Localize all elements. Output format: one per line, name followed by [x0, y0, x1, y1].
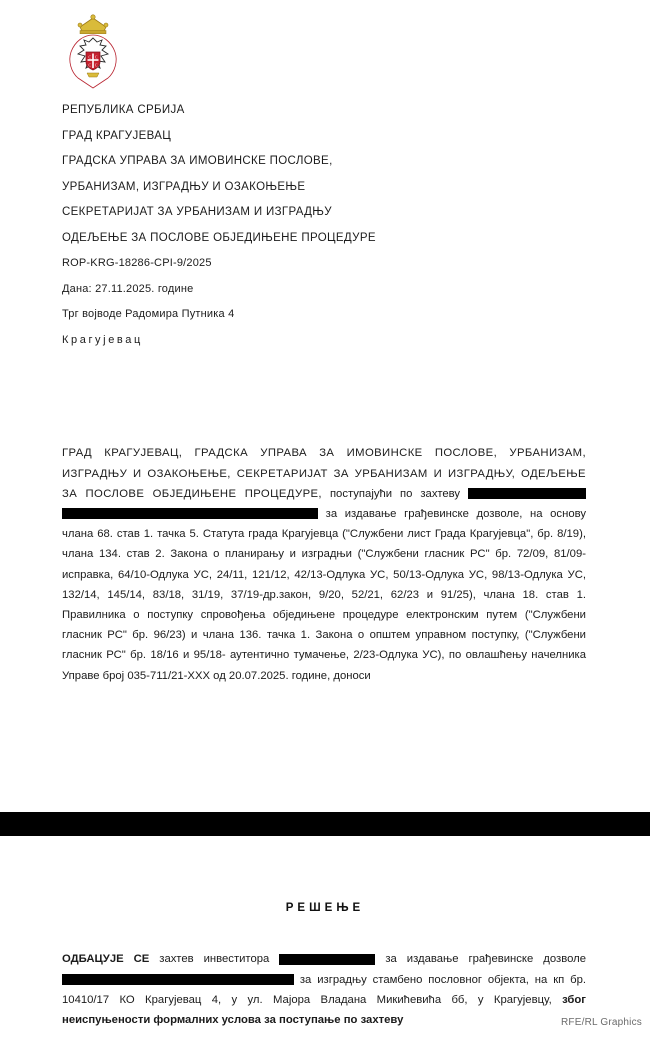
header-line-address: Трг војводе Радомира Путника 4 — [62, 308, 235, 320]
decision-paragraph — [62, 949, 586, 1030]
header-line-department: ОДЕЉЕЊЕ ЗА ПОСЛОВЕ ОБЈЕДИЊЕНЕ ПРОЦЕДУРЕ — [62, 231, 376, 244]
body-request-text: поступајући по захтеву — [329, 487, 461, 500]
header-line-case-number: ROP-KRG-18286-CPI-9/2025 — [62, 257, 212, 269]
svg-text:C: C — [95, 55, 98, 60]
decision-lead: ОДБАЦУЈЕ СЕ — [62, 953, 150, 966]
body-authority-text: ГРАД КРАГУЈЕВАЦ, ГРАДСКА УПРАВА ЗА ИМОВИНСКЕ ПОСЛОВЕ, УРБАНИЗАМ, ИЗГРАДЊУ И ОЗАКОЊЕЊЕ, СЕКРЕТАРИЈАТ ЗА УРБАНИЗАМ И ИЗГРАДЊУ, ОДЕЉЕЊЕ ЗА ПОСЛОВЕ ОБЈЕДИЊЕНЕ ПРОЦЕДУРЕ, — [62, 447, 586, 500]
body-paragraph — [62, 443, 586, 685]
svg-text:C: C — [88, 63, 91, 68]
header-line-city: ГРАД КРАГУЈЕВАЦ — [62, 129, 172, 142]
coat-of-arms-icon — [62, 14, 124, 92]
body-legal-basis-text: за издавање грађевинске дозволе, на основу члана 68. став 1. тачка 5. Статута града Крагујевца ("Службени лист Града Крагујевца", бр. 8/19), члана 134. став 2. Закона о планирању и изградњи ("Службени гласник РС" бр. 72/09, 81/09- исправка, 64/10-Одлука УС, 24/11, 121/12, 42/13-Одлука УС, 50/13-Одлука УС, 98/13-Одлука УС, 132/14, 145/14, 83/18, 31/19, 37/19-др.закон, 9/20, 52/21, 62/23 и 91/25), члана 18. став 1. Правилника о поступку спровођења обједињене процедуре електронским путем ("Службени гласник РС" бр. 96/23) и члана 136. тачка 1. Закона о општем управном поступку, ("Службени гласник РС" бр. 18/16 и 95/18- аутентично тумачење, 2/23-Одлука УС), по овлашћењу начелника Управе број 035-711/21-XXX од 20.07.2025. године, доноси — [62, 507, 587, 682]
document-body — [62, 432, 586, 697]
black-separator-band — [0, 812, 650, 836]
decision-applicant-text: захтев инвеститора — [159, 953, 270, 966]
svg-text:C: C — [95, 63, 98, 68]
decision-location-text: за изградњу стамбено пословног објекта, на кп бр. 10410/17 КО Крагујевац 4, у ул. Мајора Владана Микићевића бб, у Крагујевцу, — [62, 973, 587, 1006]
decision-permit-text: за издавање грађевинске дозволе — [385, 953, 586, 966]
header-line-date: Дана: 27.11.2025. године — [62, 282, 194, 295]
header-line-republic: РЕПУБЛИКА СРБИЈА — [62, 104, 185, 116]
header-line-urbanism: УРБАНИЗАМ, ИЗГРАДЊУ И ОЗАКОЊЕЊЕ — [62, 180, 306, 193]
document-header — [62, 104, 582, 359]
svg-text:C: C — [88, 55, 91, 60]
header-line-administration: ГРАДСКА УПРАВА ЗА ИМОВИНСКЕ ПОСЛОВЕ, — [62, 155, 333, 167]
redaction-bar — [62, 508, 318, 519]
decision-emphasis: због неиспуњености формалних услова за поступање по захтеву — [62, 993, 586, 1026]
redaction-bar — [468, 488, 586, 499]
header-line-place: Крагујевац — [62, 333, 143, 346]
decision-body — [62, 938, 586, 1041]
decision-title: РЕШЕЊЕ — [285, 902, 365, 914]
image-credit: RFE/RL Graphics — [561, 1017, 642, 1028]
redaction-bar — [279, 954, 375, 965]
header-line-secretariat: СЕКРЕТАРИЈАТ ЗА УРБАНИЗАМ И ИЗГРАДЊУ — [62, 206, 332, 218]
redaction-bar — [62, 974, 294, 985]
